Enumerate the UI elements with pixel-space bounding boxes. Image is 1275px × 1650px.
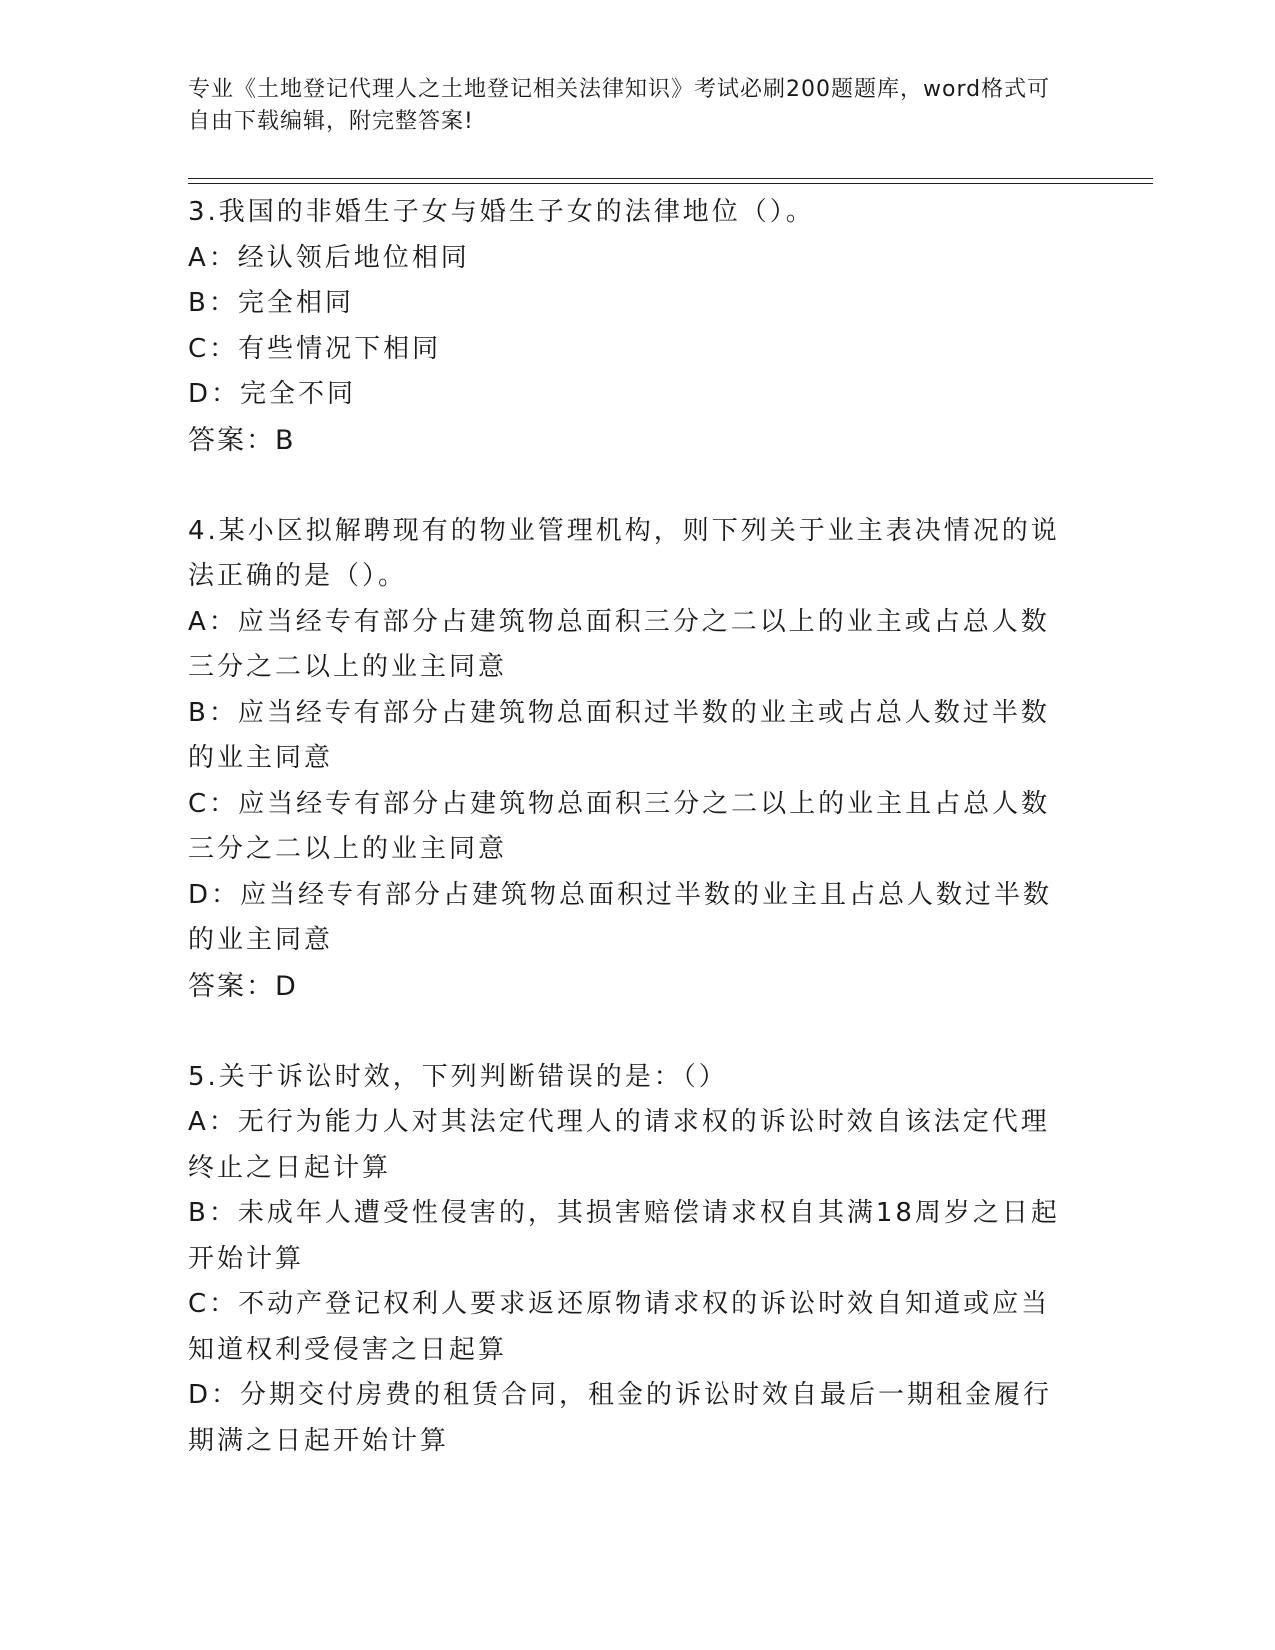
header-divider-bottom <box>188 183 1153 184</box>
question-3 <box>188 190 1078 463</box>
option-b: B：未成年人遭受性侵害的，其损害赔偿请求权自其满18周岁之日起开始计算 <box>188 1198 1060 1274</box>
answer: 答案：B <box>188 424 296 456</box>
option-c: C：有些情况下相同 <box>188 333 442 364</box>
option-c: C：应当经专有部分占建筑物总面积三分之二以上的业主且占总人数三分之二以上的业主同意 <box>188 788 1051 864</box>
option-c: C：不动产登记权利人要求返还原物请求权的诉讼时效自知道或应当知道权利受侵害之日起算 <box>188 1289 1051 1365</box>
option-b: B：完全相同 <box>188 288 354 318</box>
question-list <box>188 190 1078 1510</box>
answer: 答案：D <box>188 970 298 1002</box>
document-header: 专业《土地登记代理人之土地登记相关法律知识》考试必刷200题题库，word格式可自由下载编辑，附完整答案! <box>188 77 1051 134</box>
question-4 <box>188 509 1078 1010</box>
question-5 <box>188 1055 1078 1465</box>
question-stem: 5.关于诉讼时效，下列判断错误的是：（） <box>188 1061 728 1092</box>
option-a: A：无行为能力人对其法定代理人的请求权的诉讼时效自该法定代理终止之日起计算 <box>188 1107 1050 1183</box>
option-b: B：应当经专有部分占建筑物总面积过半数的业主或占总人数过半数的业主同意 <box>188 697 1050 773</box>
option-d: D：应当经专有部分占建筑物总面积过半数的业主且占总人数过半数的业主同意 <box>188 879 1053 955</box>
header-divider-top <box>188 178 1153 179</box>
option-a: A：经认领后地位相同 <box>188 242 470 273</box>
question-stem: 4.某小区拟解聘现有的物业管理机构，则下列关于业主表决情况的说法正确的是（）。 <box>188 515 1060 591</box>
question-stem: 3.我国的非婚生子女与婚生子女的法律地位（）。 <box>188 197 815 227</box>
option-d: D：分期交付房费的租赁合同，租金的诉讼时效自最后一期租金履行期满之日起开始计算 <box>188 1380 1053 1456</box>
option-d: D：完全不同 <box>188 379 357 409</box>
option-a: A：应当经专有部分占建筑物总面积三分之二以上的业主或占总人数三分之二以上的业主同意 <box>188 606 1050 682</box>
